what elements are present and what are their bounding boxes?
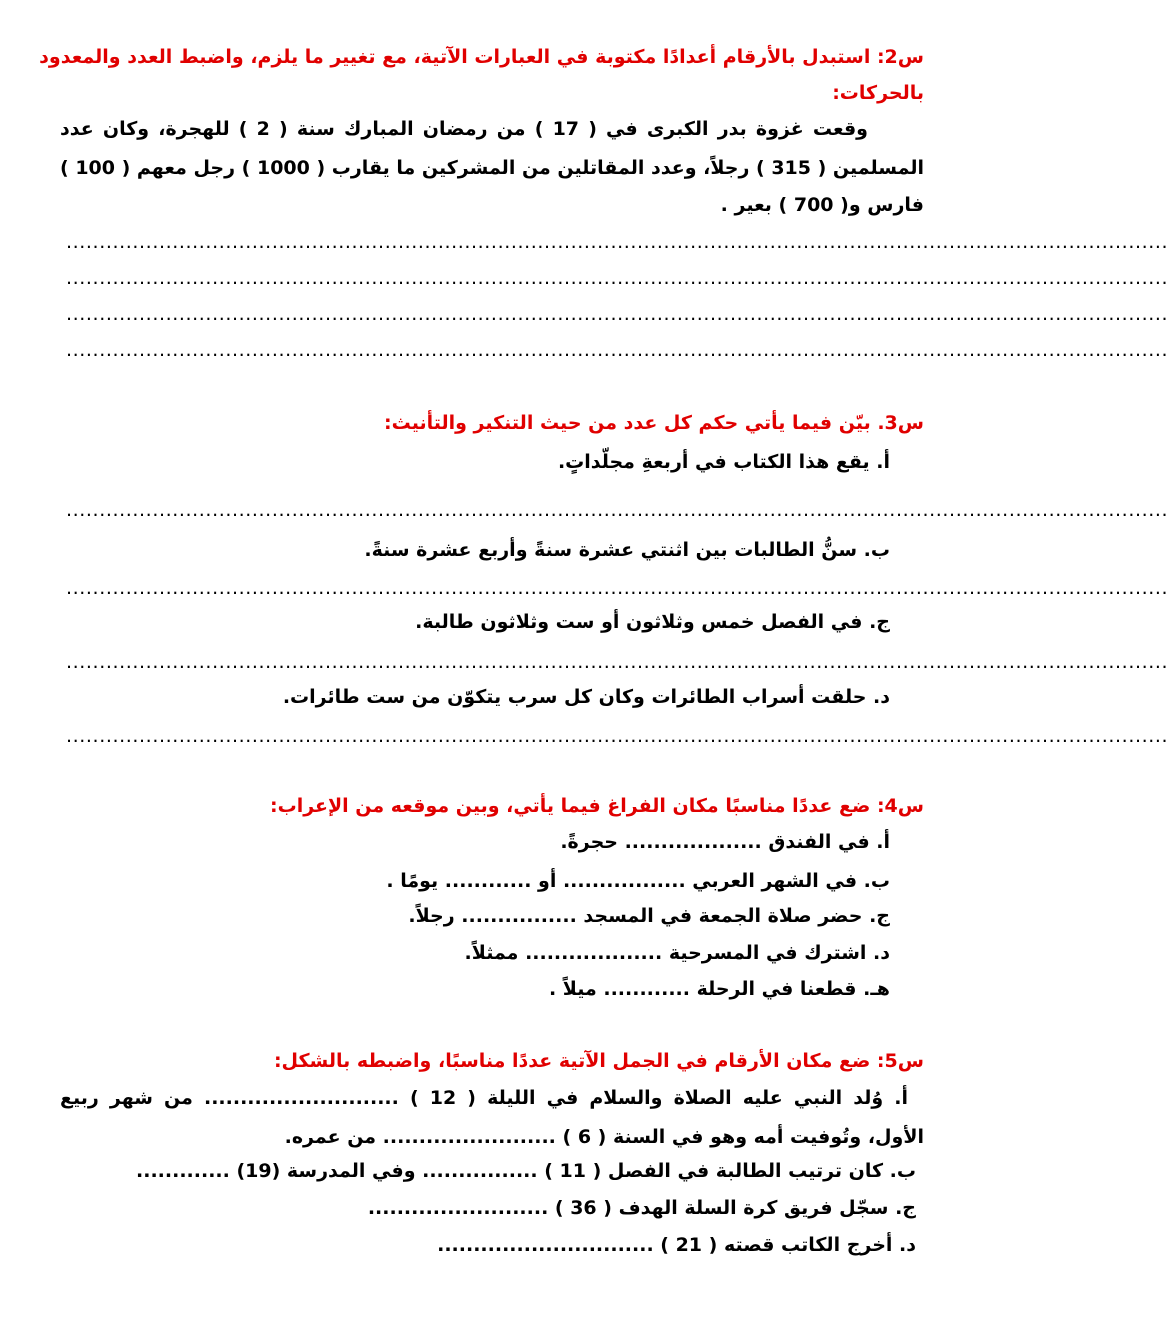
q5-item-c: ج. سجّل فريق كرة السلة الهدف ( 36 ) ......................... [367,1197,916,1219]
q4-item-c: ج. حضر صلاة الجمعة في المسجد ................ رجلاً. [408,905,890,927]
q3-item-d: د. حلقت أسراب الطائرات وكان كل سرب يتكوّن من ست طائرات. [282,686,890,708]
q4-item-e: هـ. قطعنا في الرحلة ............ ميلاً . [548,978,890,1000]
answer-line[interactable]: ...................................................................................................................................................................... [66,267,1168,289]
q5-item-a-line1: أ. وُلد النبي عليه الصلاة والسلام في الليلة ( 12 ) ........................... من شهر ربيع [60,1087,909,1109]
q5-item-a-line2: الأول، وتُوفيت أمه وهو في السنة ( 6 ) ........................ من عمره. [284,1126,924,1148]
q3-item-a: أ. يقع هذا الكتاب في أربعةِ مجلّداتٍ. [557,451,890,473]
answer-line[interactable]: ...................................................................................................................................................................... [66,339,1168,361]
q4-item-a: أ. في الفندق ................... حجرةً. [560,831,890,853]
q4-title: س4: ضع عددًا مناسبًا مكان الفراغ فيما يأتي، وبين موقعه من الإعراب: [270,795,924,817]
answer-line[interactable]: ...................................................................................................................................................................... [66,499,1168,521]
q3-item-c: ج. في الفصل خمس وثلاثون أو ست وثلاثون طالبة. [415,611,890,633]
q2-title-line2: بالحركات: [832,82,924,104]
q3-title: س3. بيّن فيما يأتي حكم كل عدد من حيث التنكير والتأنيث: [383,412,924,434]
q2-title-line1: س2: استبدل بالأرقام أعدادًا مكتوبة في العبارات الآتية، مع تغيير ما يلزم، واضبط العدد والمعدود [39,46,924,68]
q2-line2: المسلمين ( 315 ) رجلاً، وعدد المقاتلين من المشركين ما يقارب ( 1000 ) رجل معهم ( 100 ) [60,157,924,179]
q3-item-b: ب. سنُّ الطالبات بين اثنتي عشرة سنةً وأربع عشرة سنةً. [364,539,890,561]
q5-title: س5: ضع مكان الأرقام في الجمل الآتية عددًا مناسبًا، واضبطه بالشكل: [273,1050,924,1072]
q2-line3: فارس و( 700 ) بعير . [720,194,924,216]
answer-line[interactable]: ...................................................................................................................................................................... [66,725,1168,747]
q2-line1: وقعت غزوة بدر الكبرى في ( 17 ) من رمضان المبارك سنة ( 2 ) للهجرة، وكان عدد [60,118,868,140]
q5-item-b: ب. كان ترتيب الطالبة في الفصل ( 11 ) ................ وفي المدرسة (19) ............. [136,1160,916,1182]
q5-item-d: د. أخرج الكاتب قصته ( 21 ) .............................. [437,1234,916,1256]
answer-line[interactable]: ...................................................................................................................................................................... [66,651,1168,673]
q4-item-d: د. اشترك في المسرحية ................... ممثلاً. [464,942,890,964]
answer-line[interactable]: ...................................................................................................................................................................... [66,577,1168,599]
q4-item-b: ب. في الشهر العربي ................. أو ............ يومًا . [386,870,890,892]
answer-line[interactable]: ...................................................................................................................................................................... [66,303,1168,325]
answer-line[interactable]: ...................................................................................................................................................................... [66,231,1168,253]
